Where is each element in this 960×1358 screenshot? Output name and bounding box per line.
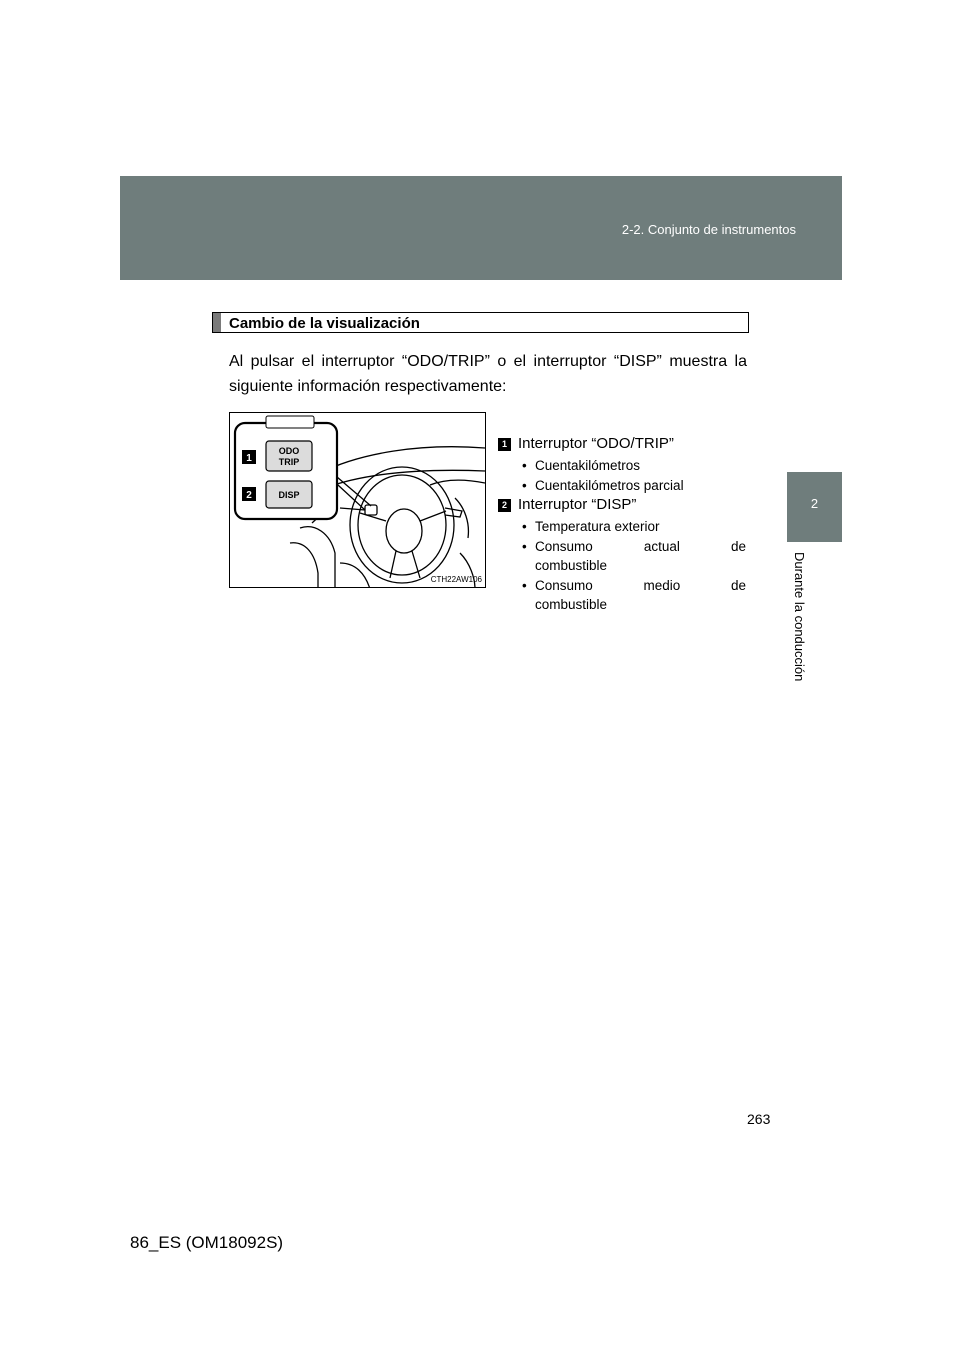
section-title: 2-2. Conjunto de instrumentos bbox=[621, 222, 796, 237]
heading-bar bbox=[213, 313, 221, 332]
list-item: • Temperatura exterior bbox=[498, 517, 748, 537]
dashboard-illustration bbox=[229, 412, 486, 588]
document-code: 86_ES (OM18092S) bbox=[130, 1233, 284, 1252]
chapter-tab[interactable] bbox=[787, 472, 842, 542]
fig-badge-1: 1 bbox=[246, 453, 252, 464]
number-badge-1: 1 bbox=[498, 438, 511, 451]
item-title-2: Interruptor “DISP” bbox=[518, 496, 637, 513]
list-item: • Cuentakilómetros bbox=[498, 456, 748, 476]
intro-paragraph: Al pulsar el interruptor “ODO/TRIP” o el interruptor “DISP” muestra la siguiente información respectivamente: bbox=[229, 353, 747, 395]
disp-label: DISP bbox=[278, 490, 300, 500]
list-item-disp bbox=[498, 495, 748, 515]
chapter-label: Durante la conducción bbox=[792, 552, 807, 682]
section-heading-text: Cambio de la visualización bbox=[229, 315, 420, 332]
bullets-1 bbox=[498, 456, 748, 495]
steering-wheel-illustration bbox=[230, 413, 486, 588]
number-badge-2: 2 bbox=[498, 499, 511, 512]
bullets-2 bbox=[498, 517, 748, 615]
odo-label: ODO bbox=[278, 446, 300, 456]
page-number: 263 bbox=[747, 1111, 771, 1127]
trip-label: TRIP bbox=[278, 457, 300, 467]
list-item: • Consumo medio de combustible bbox=[498, 576, 748, 615]
fig-badge-2: 2 bbox=[246, 490, 252, 501]
section-heading bbox=[212, 312, 749, 333]
header-band bbox=[120, 176, 842, 280]
item-title-1: Interruptor “ODO/TRIP” bbox=[518, 435, 674, 452]
figure-code: CTH22AW106 bbox=[430, 575, 482, 584]
chapter-number: 2 bbox=[810, 496, 819, 511]
list-item-odo-trip bbox=[498, 434, 748, 454]
switch-list bbox=[498, 434, 748, 615]
list-item: • Consumo actual de combustible bbox=[498, 537, 748, 576]
list-item: • Cuentakilómetros parcial bbox=[498, 476, 748, 496]
